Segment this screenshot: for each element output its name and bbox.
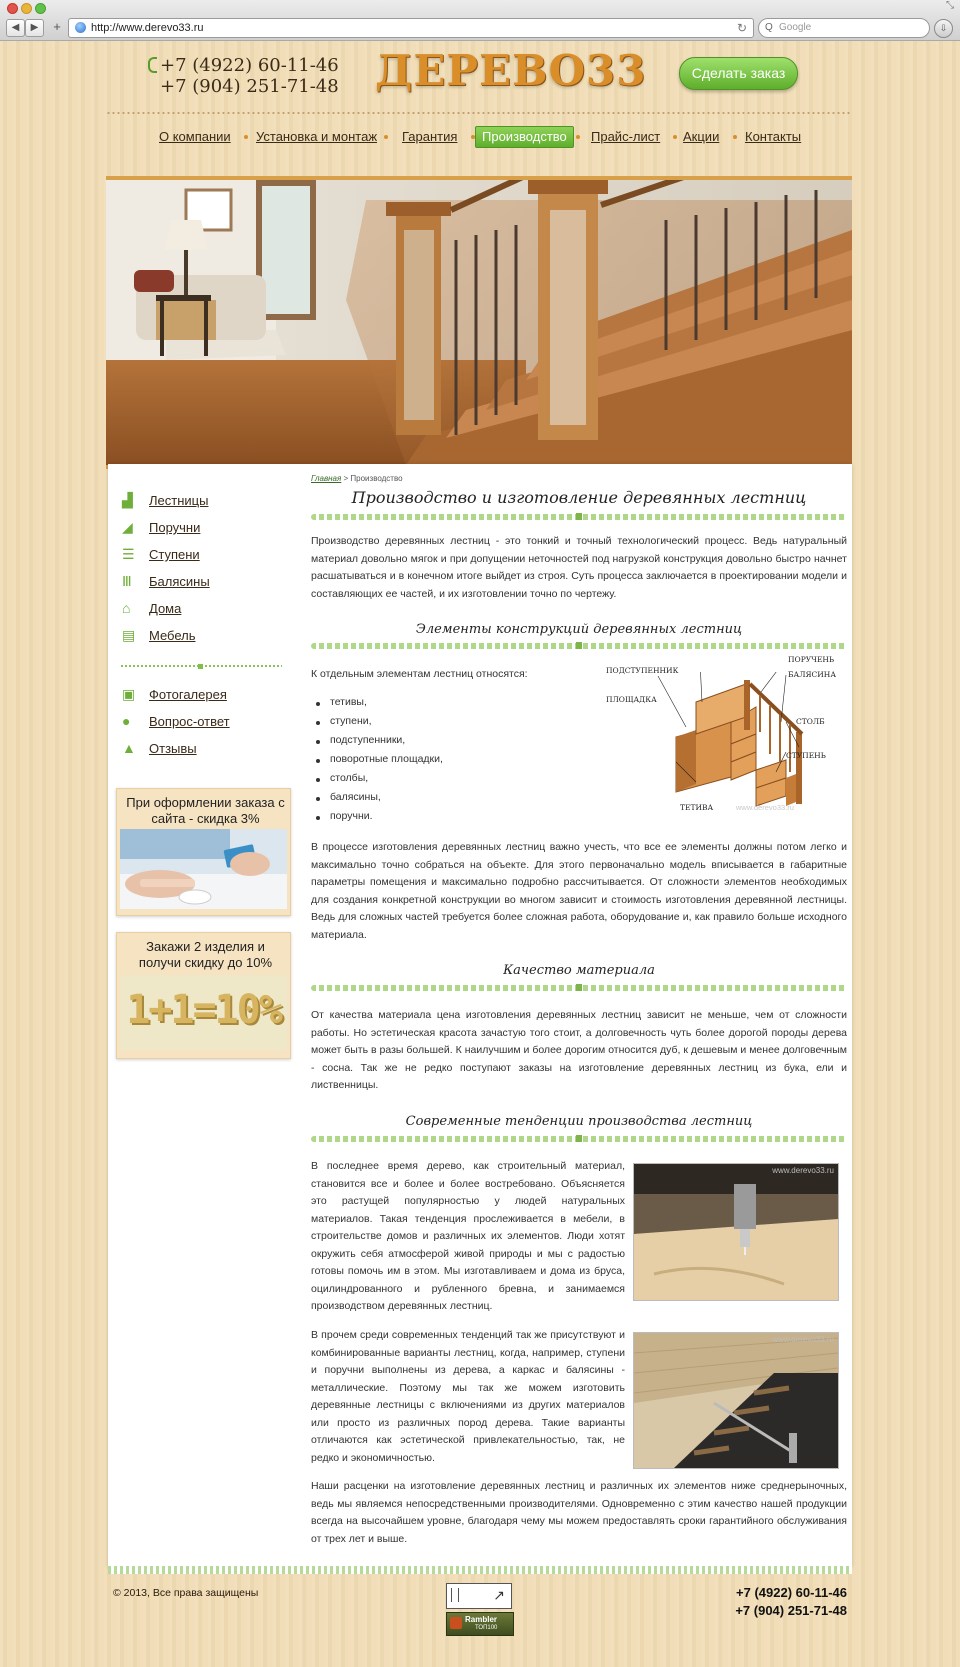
breadcrumb xyxy=(311,474,403,483)
intro-text: Производство деревянных лестниц - это тонкий и точный технологический процесс. Ведь натуральный материал довольно мягок и при допущении неточностей под нагрузкой конструкция довольно быстро начнет расшатываться и в конечном итоге выйдет из строя. Суть процесса заключается в проектировании модели и составляющих ее частей, и их изготовлении точно по чертежу. xyxy=(311,535,847,600)
process-text: В процессе изготовления деревянных лестниц важно учесть, что все ее элементы должны потом легко и максимально точно собраться на объекте. Для этого первоначально модель вписывается в габаритные параметры помещения и максимально подробно рассчитывается. От сложности элементов необходимых для создания конкретной конструкции во многом зависит и стоимость изготовления деревянной лестницы. Ведь для сложных частей требуется более сложная работа, оборудование и, как правило больше исходного материала. xyxy=(311,841,847,941)
header-phone-2: +7 (904) 251-71-48 xyxy=(160,76,339,97)
reload-icon[interactable]: ↻ xyxy=(736,21,747,35)
nav-installation[interactable]: Установка и монтаж xyxy=(256,129,378,144)
section-underline xyxy=(311,643,847,649)
diagram-label-baluster: БАЛЯСИНА xyxy=(788,670,837,679)
promo-image-text: 1+1=10% xyxy=(126,987,281,1033)
sidebar-item-label[interactable]: Вопрос-ответ xyxy=(149,714,230,729)
promo-title: Закажи 2 изделия и получи скидку до 10% xyxy=(138,939,273,970)
hero-banner xyxy=(106,176,852,469)
sidebar-item-label[interactable]: Поручни xyxy=(149,520,201,535)
furniture-icon: ▤ xyxy=(122,627,136,643)
sidebar-divider xyxy=(120,665,282,667)
house-icon: ⌂ xyxy=(122,600,131,616)
breadcrumb-home[interactable]: Главная xyxy=(311,474,342,483)
sidebar-item-label[interactable]: Дома xyxy=(149,601,182,616)
footer-phone-2: +7 (904) 251-71-48 xyxy=(735,1603,847,1618)
search-placeholder: Google xyxy=(779,22,812,33)
chat-icon: ● xyxy=(122,713,131,729)
footer-phones xyxy=(735,1584,847,1620)
diagram-label-stringer: ТЕТИВА xyxy=(680,803,714,812)
promo-image-1-plus-1 xyxy=(120,975,287,1050)
staircase-photo xyxy=(106,180,852,465)
add-tab-button[interactable]: + xyxy=(53,19,61,34)
trends-text-1: В последнее время дерево, как строительный материал, становится все и более и более востребовано. Объясняется это растущей популярностью у людей натуральных материалов. Такая тенденция прослеживается в мебели, в строительстве домов и различных их элементов. Люди хотят окружить себя атмосферой живой природы и мы с радостью готовы помочь им в этом. Мы изготавливаем и дома из бруса, оцилиндрованного и рубленного бревна, и занимаемся производством деревянных лестниц. xyxy=(311,1160,625,1312)
steps-icon: ☰ xyxy=(122,546,135,562)
header-divider xyxy=(106,112,851,114)
section-heading-trends: Современные тенденции производства лестниц xyxy=(405,1114,753,1129)
address-bar[interactable] xyxy=(68,18,754,38)
section-underline xyxy=(311,1136,847,1142)
sidebar-item-label[interactable]: Балясины xyxy=(149,574,210,589)
sidebar-item-label[interactable]: Отзывы xyxy=(149,741,197,756)
rambler-name: Rambler xyxy=(465,1615,498,1624)
rambler-top: ТОП100 xyxy=(475,1625,498,1631)
back-button[interactable]: ◀ xyxy=(6,19,25,37)
rambler-top100-badge[interactable] xyxy=(446,1612,514,1636)
balusters-icon: Ⅲ xyxy=(122,573,132,589)
nav-separator xyxy=(733,135,737,139)
close-window-button[interactable] xyxy=(7,3,18,14)
metal-stair-photo xyxy=(633,1332,839,1469)
diagram-label-step: СТУПЕНЬ xyxy=(786,751,826,760)
nav-production[interactable]: Производство xyxy=(475,126,574,148)
page-title: Производство и изготовление деревянных лестниц xyxy=(351,488,807,507)
photo-watermark: www.derevo33.ru xyxy=(772,1166,834,1175)
rambler-icon xyxy=(450,1617,462,1629)
download-icon[interactable]: ⇩ xyxy=(934,19,953,38)
title-underline xyxy=(311,514,847,520)
search-icon: Q xyxy=(765,22,773,33)
section-underline xyxy=(311,985,847,991)
visitor-counter[interactable] xyxy=(446,1583,512,1609)
thumbs-up-icon: ▲ xyxy=(122,740,136,756)
promo-discount-3[interactable] xyxy=(116,788,291,916)
nav-separator xyxy=(673,135,677,139)
footer-copyright: © 2013, Все права защищены xyxy=(113,1587,259,1599)
header-phones xyxy=(160,55,339,97)
nav-separator xyxy=(244,135,248,139)
nav-about[interactable]: О компании xyxy=(159,129,231,144)
search-field[interactable] xyxy=(758,18,930,38)
diagram-label-post: СТОЛБ xyxy=(796,717,825,726)
order-button[interactable]: Сделать заказ xyxy=(679,57,798,90)
cnc-machine-photo xyxy=(633,1163,839,1301)
breadcrumb-separator: > xyxy=(343,474,349,483)
sidebar-item-label[interactable]: Лестницы xyxy=(149,493,209,508)
stairs-icon: ▟ xyxy=(122,492,133,508)
sidebar-item-label[interactable]: Ступени xyxy=(149,547,200,562)
nav-pricelist[interactable]: Прайс-лист xyxy=(591,129,661,144)
closing-text: Наши расценки на изготовление деревянных лестниц и различных их элементов ниже среднерыночных, ведь мы являемся непосредственными производителями. Одновременно с этим качество нашей продукции всегда на высочайшем уровне, благодаря чему мы можем предоставлять сроки гарантийного обслуживания от трех лет и выше. xyxy=(311,1480,847,1545)
diagram-label-handrail: ПОРУЧЕНЬ xyxy=(788,655,835,664)
sidebar-item-label[interactable]: Фотогалерея xyxy=(149,687,227,702)
promo-image-card-payment xyxy=(120,829,287,909)
card-bottom-border xyxy=(108,1566,852,1574)
promo-discount-10[interactable] xyxy=(116,932,291,1059)
browser-toolbar xyxy=(0,0,960,41)
section-heading-elements: Элементы конструкций деревянных лестниц xyxy=(415,622,743,637)
breadcrumb-current: Производство xyxy=(350,474,403,483)
forward-button[interactable]: ▶ xyxy=(25,19,44,37)
resize-icon[interactable]: ⤡ xyxy=(946,0,954,11)
footer-phone-1: +7 (4922) 60-11-46 xyxy=(736,1585,847,1600)
diagram-label-platform: ПЛОЩАДКА xyxy=(606,695,657,704)
arrow-icon: ↗ xyxy=(493,1587,505,1603)
trends-text-2: В прочем среди современных тенденций так же присутствуют и комбинированные варианты лестниц, когда, например, ступени и поручни выполнены из дерева, а каркас и балясины - металлические. Поэтому мы так же можем изготовить деревянные лестницы с включениями из других материалов или просто из различных пород дерева. Такие варианты отличаются как эстетической привлекательностью, так, не редко и экономичностью. xyxy=(311,1329,625,1464)
url-text[interactable]: http://www.derevo33.ru xyxy=(91,22,204,34)
nav-contacts[interactable]: Контакты xyxy=(745,129,802,144)
elements-lead: К отдельным элементам лестниц относятся: xyxy=(311,668,528,680)
nav-promotions[interactable]: Акции xyxy=(683,129,720,144)
camera-icon: ▣ xyxy=(122,686,136,702)
diagram-label-riser: ПОДСТУПЕННИК xyxy=(606,666,679,675)
site-logo[interactable]: ДЕРЕВО33 xyxy=(375,46,647,95)
phone-icon xyxy=(148,57,157,73)
sidebar-item-label[interactable]: Мебель xyxy=(149,628,196,643)
section-heading-quality: Качество материала xyxy=(503,963,655,978)
photo-watermark: www.derevo33.ru xyxy=(772,1335,834,1344)
globe-icon xyxy=(75,22,86,33)
nav-separator xyxy=(384,135,388,139)
nav-warranty[interactable]: Гарантия xyxy=(402,129,458,144)
staircase-diagram xyxy=(606,655,848,822)
promo-title: При оформлении заказа с сайта - скидка 3% xyxy=(126,795,285,826)
minimize-window-button[interactable] xyxy=(21,3,32,14)
zoom-window-button[interactable] xyxy=(35,3,46,14)
quality-text: От качества материала цена изготовления деревянных лестниц зависит не меньше, чем от сложности работы. Но эстетическая красота зачастую того стоит, а долговечность чуть более дорогой породы дерева может быть в разы большей. К наилучшим и более дорогим относится дуб, к дешевым и менее долговечным - сосна. Так же не редко поступают заказы на изготовление деревянных лестниц из бука, ели и лиственницы. xyxy=(311,1009,847,1091)
counter-lines xyxy=(451,1588,459,1602)
nav-separator xyxy=(576,135,580,139)
handrail-icon: ◢ xyxy=(122,519,133,535)
diagram-watermark: www.derevo33.ru xyxy=(736,803,794,812)
header-phone-1: +7 (4922) 60-11-46 xyxy=(160,55,339,76)
